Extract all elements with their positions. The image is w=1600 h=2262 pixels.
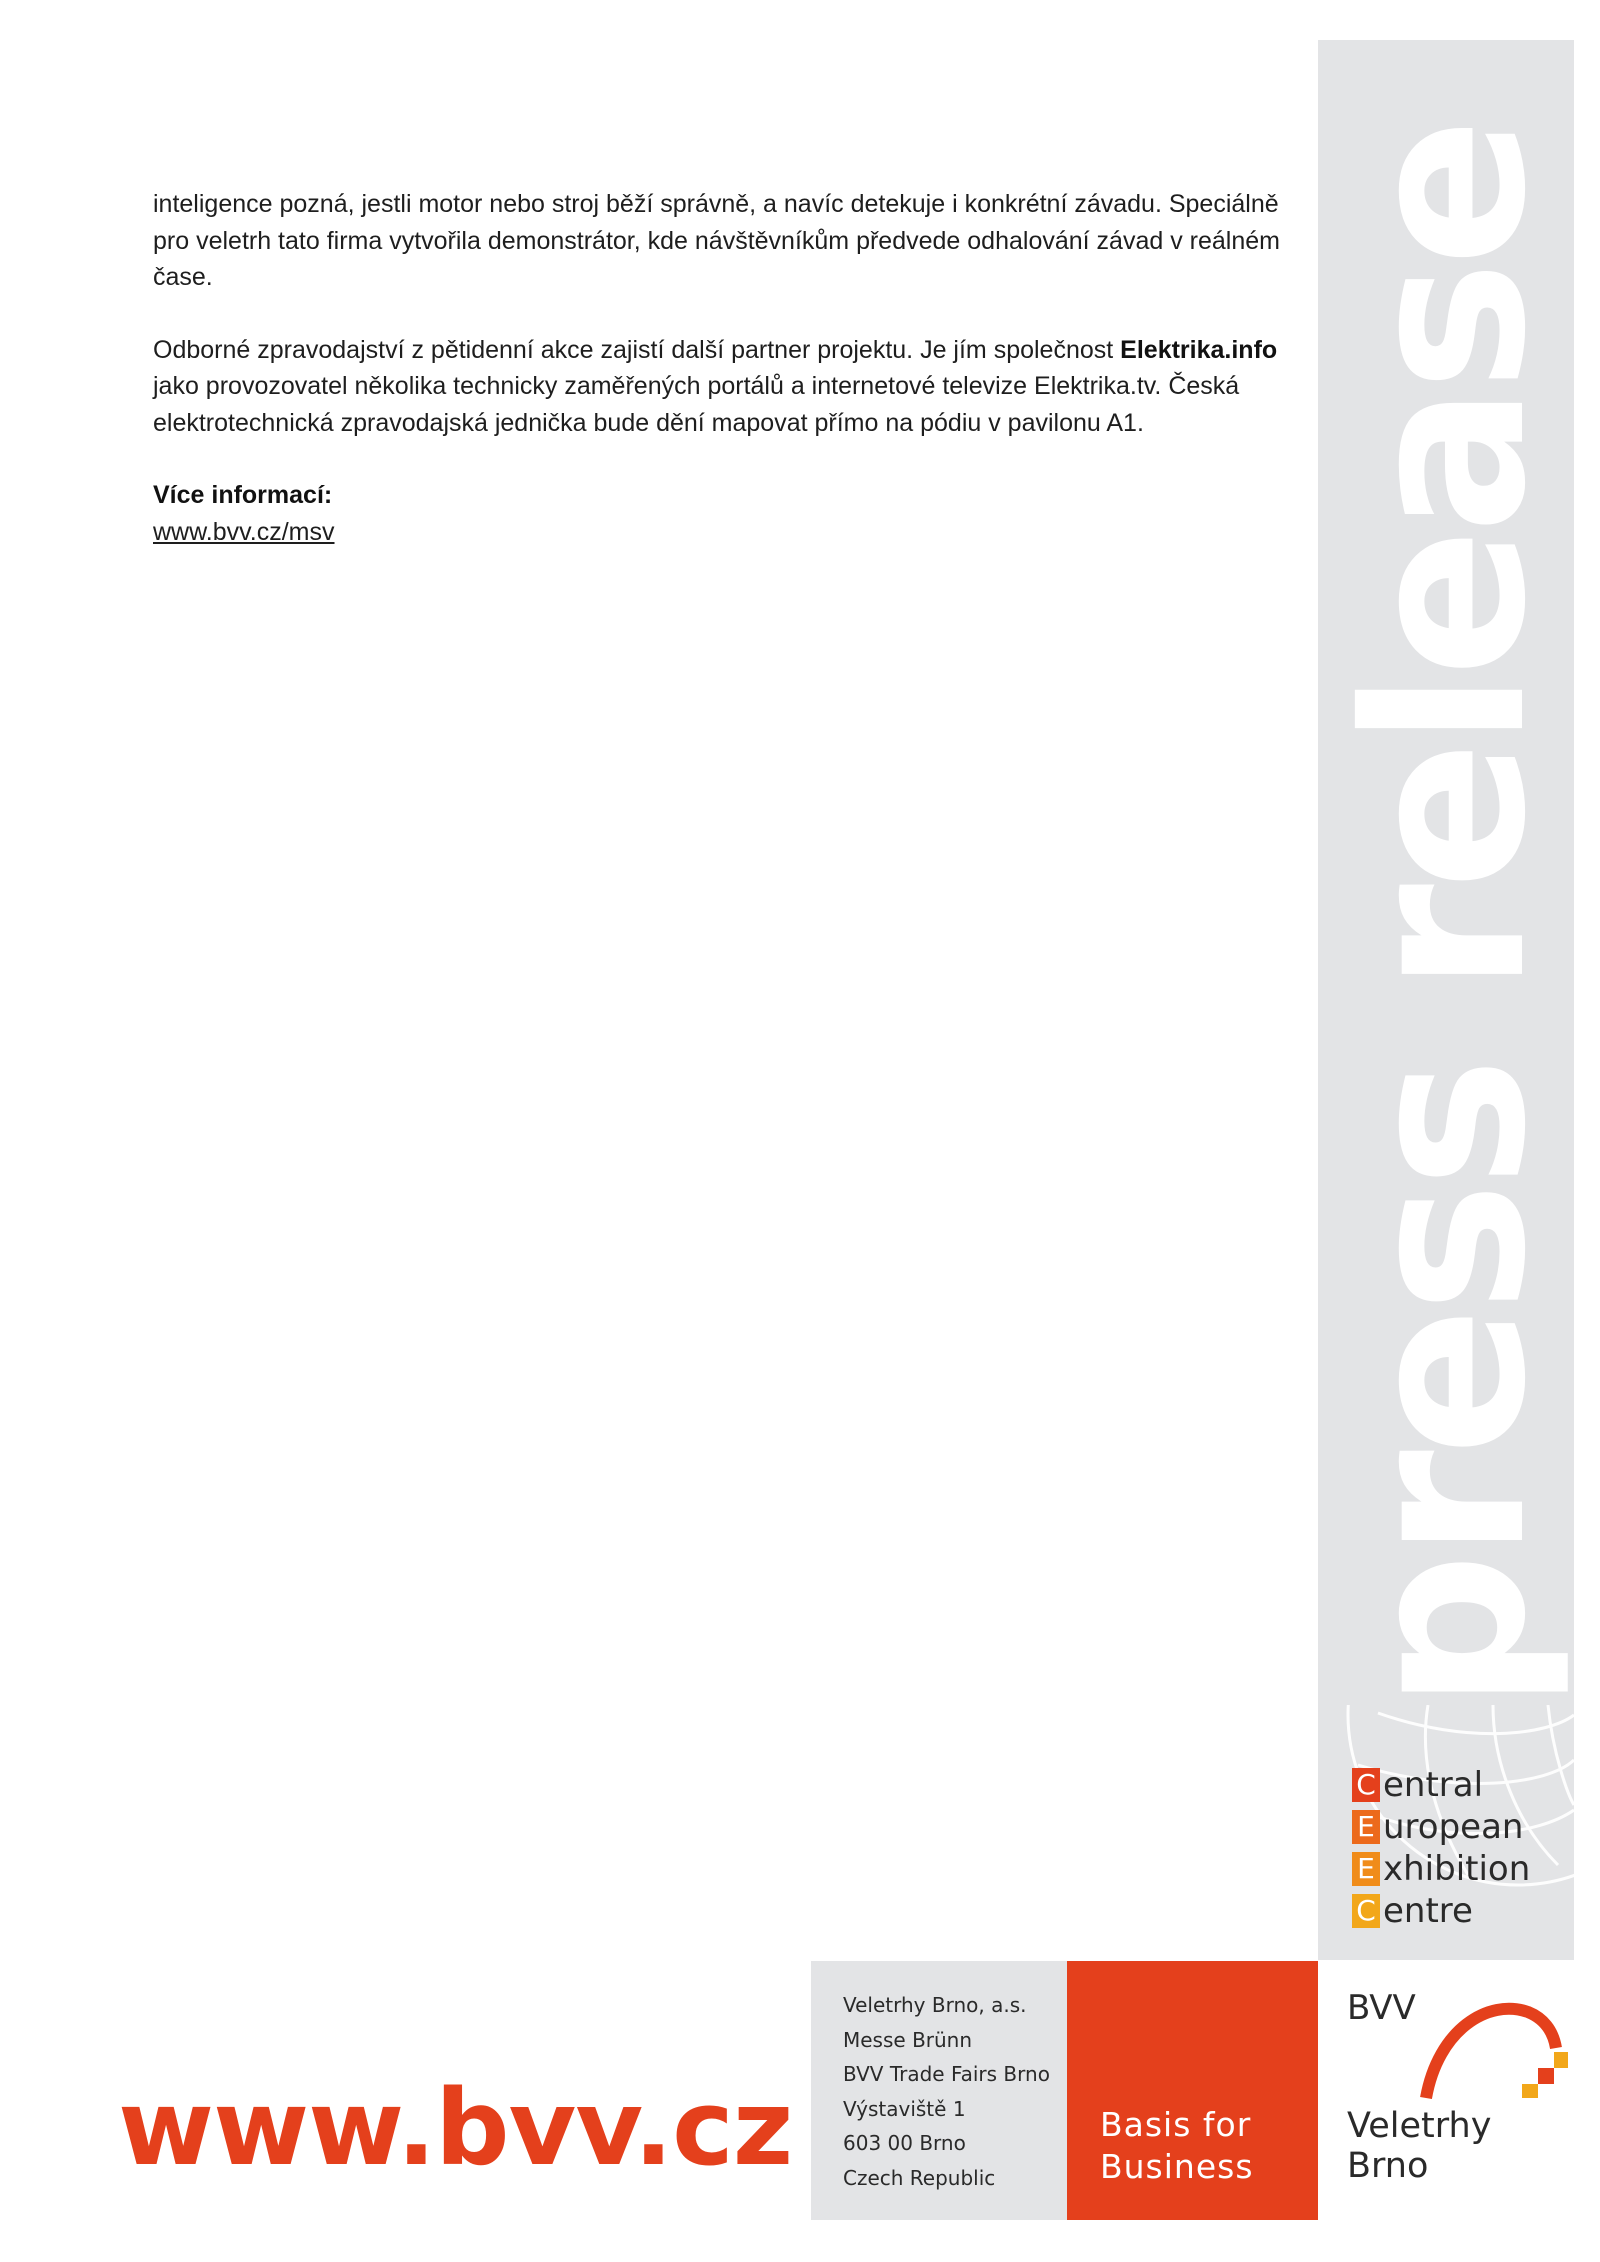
- press-release-title: press release: [1318, 123, 1574, 1710]
- address-line: BVV Trade Fairs Brno: [843, 2062, 1050, 2086]
- ceec-word: entral: [1383, 1765, 1484, 1805]
- address-line: 603 00 Brno: [843, 2131, 966, 2155]
- footer-website[interactable]: www.bvv.cz: [118, 2067, 793, 2189]
- ceec-word: uropean: [1383, 1807, 1524, 1847]
- address-line: Messe Brünn: [843, 2027, 973, 2052]
- paragraph-media-partner: [153, 332, 1293, 442]
- ceec-row: [1352, 1806, 1530, 1848]
- ceec-row: [1352, 1764, 1530, 1806]
- slogan-line: Business: [1100, 2147, 1254, 2186]
- partner-name: Elektrika.info: [1120, 335, 1278, 364]
- paragraph-ai-diagnostics: inteligence pozná, jestli motor nebo stroj běží správně, a navíc detekuje i konkrétní závadu. Speciálně pro veletrh tato firma vytvořila demonstrátor, kde návštěvníkům předvede odhalování závad v reálném čase.: [153, 190, 1280, 291]
- press-release-body: [153, 186, 1293, 550]
- ceec-logo: [1352, 1764, 1530, 1932]
- more-info: [153, 477, 1293, 550]
- bvv-logo-abbr: BVV: [1347, 1988, 1416, 2028]
- address-line: Czech Republic: [843, 2165, 996, 2190]
- ceec-letter: E: [1352, 1810, 1380, 1844]
- ceec-row: [1352, 1848, 1530, 1890]
- address-line: Výstaviště 1: [843, 2096, 966, 2121]
- ceec-letter: E: [1352, 1852, 1380, 1886]
- ceec-word: entre: [1383, 1891, 1473, 1931]
- bvv-logo-name-line: Brno: [1347, 2146, 1429, 2186]
- company-address: [843, 1988, 1050, 2195]
- address-line: Veletrhy Brno, a.s.: [843, 1993, 1027, 2017]
- bvv-logo-name-line: Veletrhy: [1347, 2106, 1492, 2146]
- slogan: [1100, 2104, 1254, 2188]
- paragraph-text: Odborné zpravodajství z pětidenní akce zajistí další partner projektu. Je jím společnost: [153, 335, 1121, 364]
- ceec-letter: C: [1352, 1768, 1380, 1802]
- more-info-label: Více informací:: [153, 481, 333, 509]
- ceec-word: xhibition: [1383, 1849, 1531, 1889]
- bvv-logo-name: [1347, 2106, 1491, 2186]
- ceec-letter: C: [1352, 1894, 1380, 1928]
- slogan-line: Basis for: [1100, 2105, 1252, 2144]
- bvv-arch-icon: [1418, 1990, 1568, 2100]
- paragraph-text: jako provozovatel několika technicky zaměřených portálů a internetové televize Elektrika.tv. Česká elektrotechnická zpravodajská jednička bude dění mapovat přímo na pódiu v pavilonu A1.: [153, 372, 1240, 437]
- more-info-link[interactable]: www.bvv.cz/msv: [153, 517, 335, 546]
- ceec-row: [1352, 1890, 1530, 1932]
